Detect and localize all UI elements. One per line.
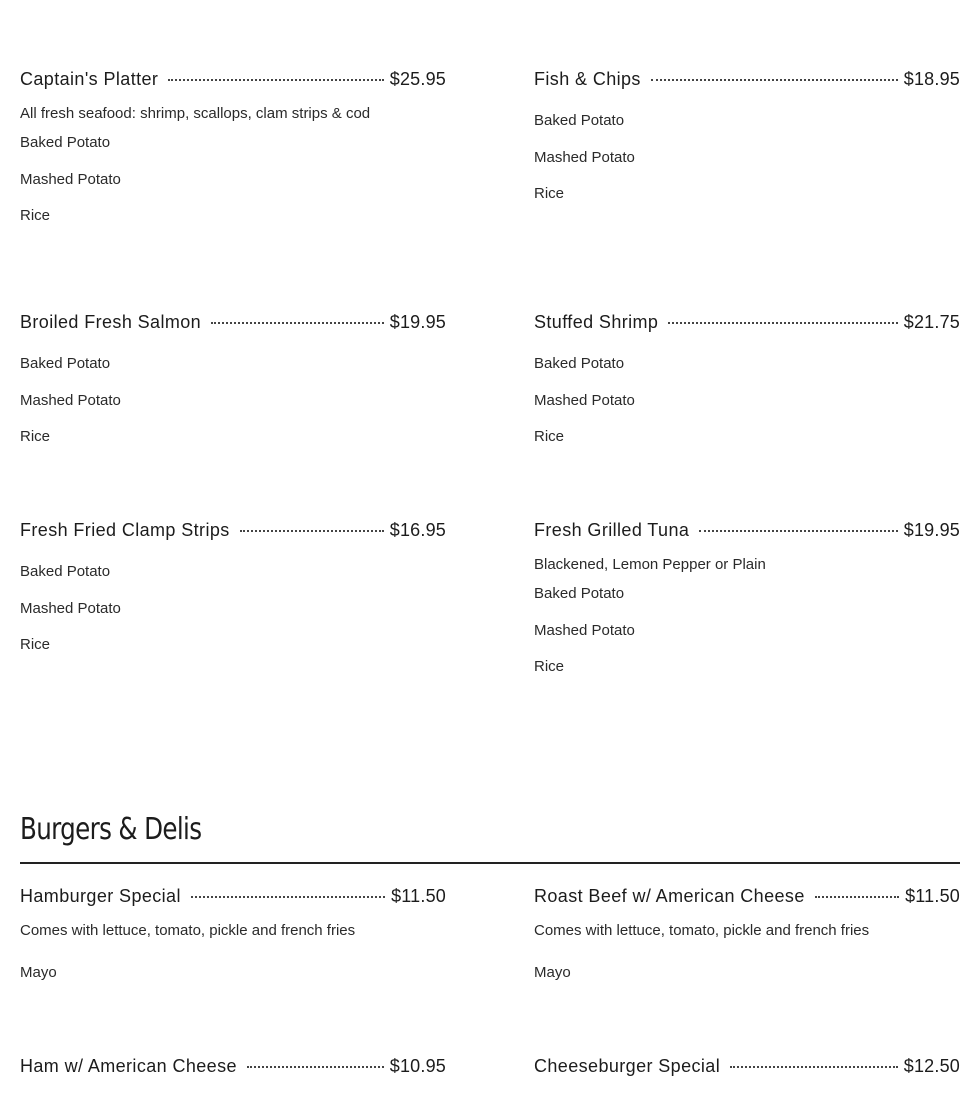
side-option: Rice xyxy=(534,185,565,202)
menu-item-fresh-grilled-tuna xyxy=(534,520,960,694)
item-header xyxy=(20,312,446,338)
menu-item-roast-beef-american-cheese xyxy=(534,886,960,1000)
menu-item-hamburger-special xyxy=(20,886,446,1000)
dot-leader xyxy=(668,322,897,324)
side-option: Mashed Potato xyxy=(20,599,121,617)
side-option: Mashed Potato xyxy=(20,170,121,188)
dot-leader xyxy=(815,896,899,898)
item-price: $18.95 xyxy=(903,69,960,89)
side-option: Mashed Potato xyxy=(534,391,635,409)
section-title: Burgers & Delis xyxy=(20,812,202,847)
side-option: Rice xyxy=(20,207,51,224)
menu-page xyxy=(20,0,960,1095)
dot-leader xyxy=(699,530,897,532)
item-header xyxy=(534,312,960,338)
item-header xyxy=(20,520,446,546)
item-header xyxy=(534,520,960,546)
menu-item-fresh-fried-clamp-strips xyxy=(20,520,446,672)
item-description: Blackened, Lemon Pepper or Plain xyxy=(534,556,766,573)
side-options xyxy=(534,584,960,677)
dot-leader xyxy=(168,79,383,81)
side-option: Baked Potato xyxy=(20,563,111,580)
item-price: $19.95 xyxy=(389,312,446,332)
item-description: All fresh seafood: shrimp, scallops, clam strips & cod xyxy=(20,105,371,122)
item-header xyxy=(20,1056,446,1082)
menu-item-ham-american-cheese xyxy=(20,1056,446,1082)
side-option: Baked Potato xyxy=(20,355,111,372)
side-option: Mashed Potato xyxy=(20,391,121,409)
side-option: Rice xyxy=(20,428,51,445)
item-price: $19.95 xyxy=(903,520,960,540)
side-option: Mayo xyxy=(20,964,57,981)
side-option: Rice xyxy=(20,636,51,653)
dot-leader xyxy=(191,896,385,898)
dot-leader xyxy=(730,1066,898,1068)
item-header xyxy=(534,69,960,95)
side-option: Mashed Potato xyxy=(534,621,635,639)
item-name: Fresh Grilled Tuna xyxy=(534,520,690,540)
side-options xyxy=(534,354,960,447)
side-option: Baked Potato xyxy=(20,134,111,151)
item-name: Cheeseburger Special xyxy=(534,1056,721,1076)
side-option: Baked Potato xyxy=(534,112,625,129)
dot-leader xyxy=(240,530,384,532)
side-option: Baked Potato xyxy=(534,355,625,372)
side-options xyxy=(534,963,960,983)
item-name: Captain's Platter xyxy=(20,69,159,89)
dot-leader xyxy=(211,322,384,324)
item-description: Comes with lettuce, tomato, pickle and french fries xyxy=(20,922,356,939)
menu-item-cheeseburger-special xyxy=(534,1056,960,1082)
item-name: Roast Beef w/ American Cheese xyxy=(534,886,805,906)
dot-leader xyxy=(651,79,898,81)
side-option: Baked Potato xyxy=(534,585,625,602)
item-name: Stuffed Shrimp xyxy=(534,312,659,332)
menu-item-captains-platter xyxy=(20,69,446,243)
side-option: Mashed Potato xyxy=(534,148,635,166)
item-price: $25.95 xyxy=(389,69,446,89)
side-options xyxy=(20,562,446,655)
side-options xyxy=(20,133,446,226)
side-options xyxy=(20,963,446,983)
item-name: Hamburger Special xyxy=(20,886,181,906)
item-price: $16.95 xyxy=(389,520,446,540)
item-header xyxy=(534,886,960,912)
menu-item-stuffed-shrimp xyxy=(534,312,960,464)
item-price: $11.50 xyxy=(905,886,960,906)
item-description: Comes with lettuce, tomato, pickle and french fries xyxy=(534,922,870,939)
section-divider xyxy=(20,862,960,864)
item-price: $21.75 xyxy=(903,312,960,332)
side-options xyxy=(20,354,446,447)
item-name: Fish & Chips xyxy=(534,69,641,89)
item-name: Fresh Fried Clamp Strips xyxy=(20,520,230,540)
menu-item-fish-and-chips xyxy=(534,69,960,221)
side-options xyxy=(534,111,960,204)
side-option: Rice xyxy=(534,428,565,445)
item-price: $11.50 xyxy=(391,886,446,906)
item-price: $10.95 xyxy=(389,1056,446,1076)
side-option: Rice xyxy=(534,658,565,675)
dot-leader xyxy=(247,1066,384,1068)
item-price: $12.50 xyxy=(903,1056,960,1076)
item-header xyxy=(20,886,446,912)
item-name: Ham w/ American Cheese xyxy=(20,1056,237,1076)
item-header xyxy=(20,69,446,95)
side-option: Mayo xyxy=(534,964,571,981)
menu-item-broiled-fresh-salmon xyxy=(20,312,446,464)
item-name: Broiled Fresh Salmon xyxy=(20,312,202,332)
item-header xyxy=(534,1056,960,1082)
